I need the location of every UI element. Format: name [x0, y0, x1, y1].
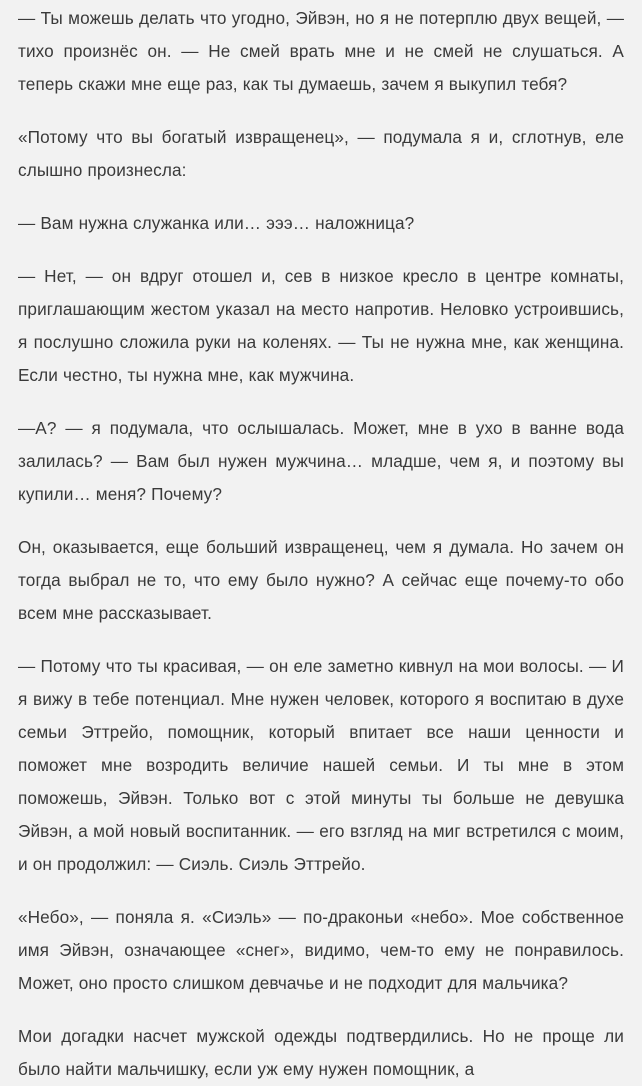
paragraph: Мои догадки насчет мужской одежды подтвердились. Но не проще ли было найти мальчишку, если уж ему нужен помощник, а	[18, 1026, 624, 1079]
paragraph: — Ты можешь делать что угодно, Эйвэн, но я не потерплю двух вещей, — тихо произнёс он. — Не смей врать мне и не смей не слушаться. А теперь скажи мне еще раз, как ты думаешь, зачем я выкупил тебя?	[18, 8, 624, 94]
paragraph: «Потому что вы богатый извращенец», — подумала я и, сглотнув, еле слышно произнесла:	[18, 127, 624, 180]
paragraph: — Потому что ты красивая, — он еле заметно кивнул на мои волосы. — И я вижу в тебе потенциал. Мне нужен человек, которого я воспитаю в духе семьи Эттрейо, помощник, который впитает все наши ценности и поможет мне возродить величие нашей семьи. И ты мне в этом поможешь, Эйвэн. Только вот с этой минуты ты больше не девушка Эйвэн, а мой новый воспитанник. — его взгляд на миг встретился с моим, и он продолжил: — Сиэль. Сиэль Эттрейо.	[18, 656, 624, 874]
paragraph: — Вам нужна служанка или… эээ… наложница?	[18, 213, 415, 233]
page-content	[18, 0, 624, 1086]
paragraph: Он, оказывается, еще больший извращенец, чем я думала. Но зачем он тогда выбрал не то, что ему было нужно? А сейчас еще почему-то обо всем мне рассказывает.	[18, 537, 624, 623]
paragraph: —А? — я подумала, что ослышалась. Может, мне в ухо в ванне вода залилась? — Вам был нужен мужчина… младше, чем я, и поэтому вы купили… меня? Почему?	[18, 418, 624, 504]
paragraph: «Небо», — поняла я. «Сиэль» — по-драконьи «небо». Мое собственное имя Эйвэн, означающее «снег», видимо, чем-то ему не понравилось. Может, оно просто слишком девчачье и не подходит для мальчика?	[18, 907, 624, 993]
paragraph: — Нет, — он вдруг отошел и, сев в низкое кресло в центре комнаты, приглашающим жестом указал на место напротив. Неловко устроившись, я послушно сложила руки на коленях. — Ты не нужна мне, как женщина. Если честно, ты нужна мне, как мужчина.	[18, 266, 624, 385]
